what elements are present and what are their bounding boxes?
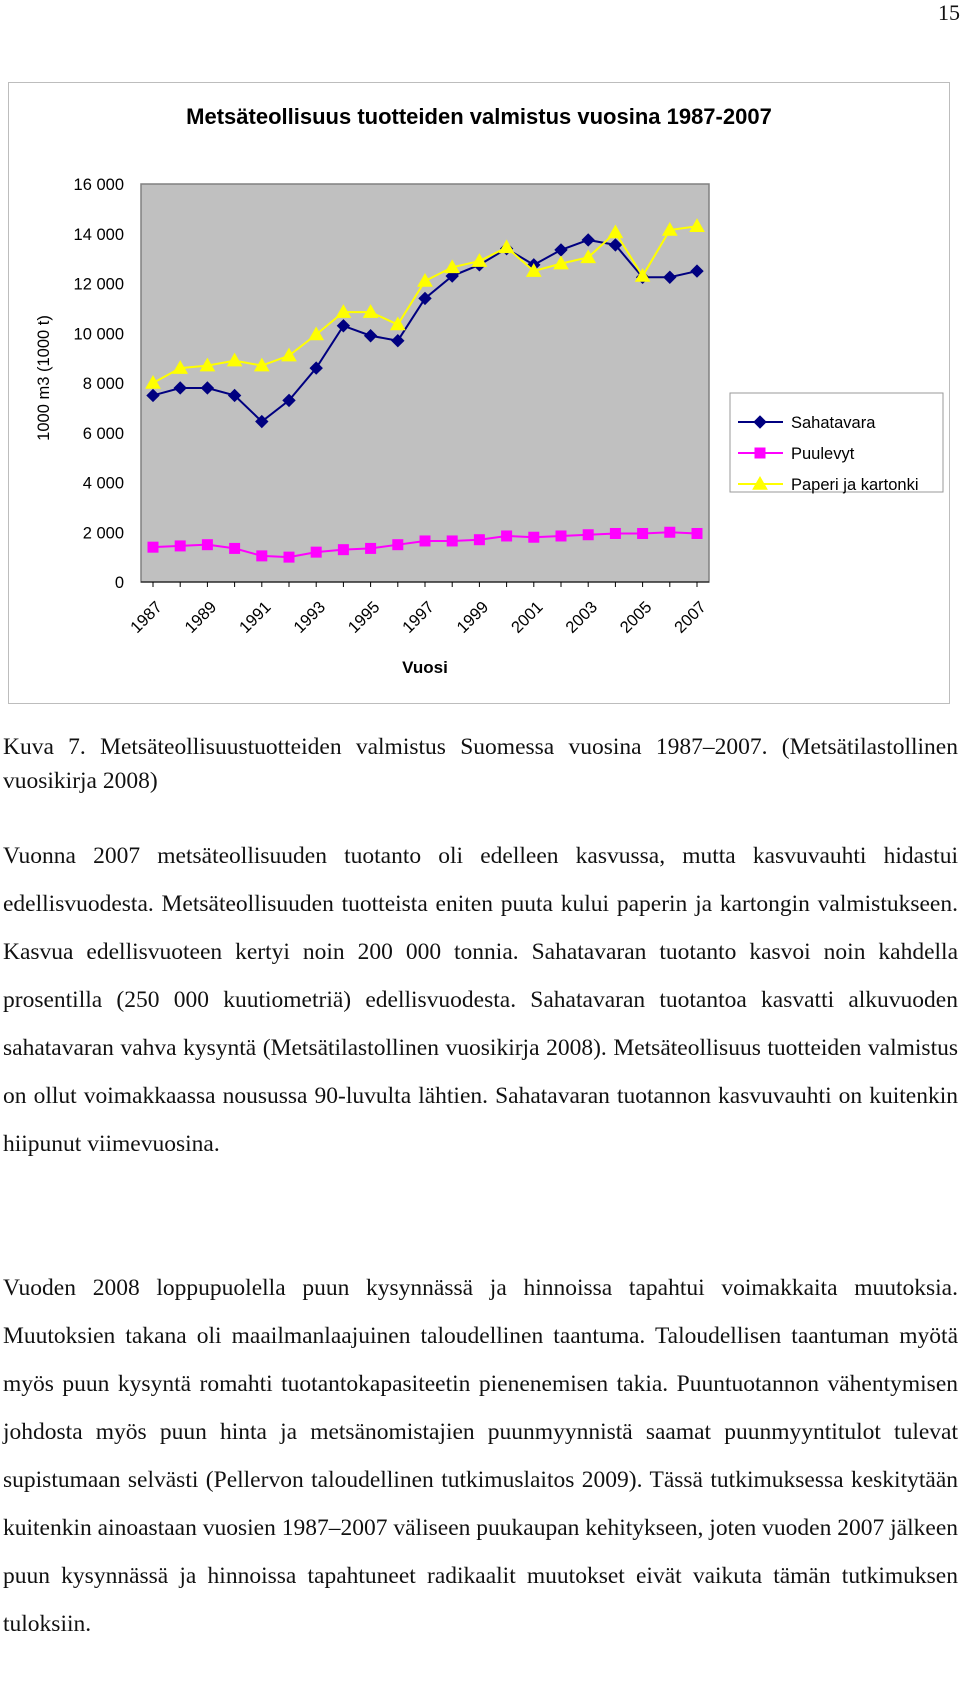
data-point-puulevyt: [420, 536, 430, 546]
data-point-puulevyt: [175, 541, 185, 551]
data-point-puulevyt: [230, 543, 240, 553]
y-tick-label: 14 000: [73, 225, 124, 244]
x-tick-label: 1993: [290, 598, 330, 637]
x-tick-label: 1995: [344, 598, 384, 637]
legend-label-sahatavara: Sahatavara: [791, 414, 876, 432]
data-point-puulevyt: [556, 531, 566, 541]
body-paragraph-2: Vuoden 2008 loppupuolella puun kysynnässä ja hinnoissa tapahtui voimakkaita muutoksia. Muutoksien takana oli maailmanlaajuinen taloudellinen taantuma. Taloudellisen taantuman myötä myös puun kysyntä romahti tuotantokapasiteetin pienenemisen takia. Puuntuotannon vähentymisen johdosta myös puun hinta ja metsänomistajien puunmyynnistä saamat puunmyyntitulot tulevat supistumaan selvästi (Pellervon taloudellinen tutkimuslaitos 2009). Tässä tutkimuksessa keskitytään kuitenkin ainoastaan vuosien 1987–2007 väliseen puukaupan kehitykseen, joten vuoden 2007 jälkeen puun kysynnässä ja hinnoissa tapahtuneet radikaalit muutokset eivät vaikuta tämän tutkimuksen tuloksiin.: [3, 1275, 958, 1637]
figure-caption: Kuva 7. Metsäteollisuustuotteiden valmistus Suomessa vuosina 1987–2007. (Metsätilastollinen vuosikirja 2008): [3, 734, 958, 794]
data-point-puulevyt: [447, 536, 457, 546]
data-point-puulevyt: [202, 540, 212, 550]
data-point-puulevyt: [583, 530, 593, 540]
y-axis-title: 1000 m3 (1000 t): [35, 315, 53, 441]
x-tick-label: 2001: [507, 598, 547, 637]
x-tick-label: 2003: [562, 598, 602, 637]
line-chart: [9, 83, 949, 703]
chart-frame: [8, 82, 950, 704]
data-point-puulevyt: [311, 547, 321, 557]
x-tick-label: 1991: [235, 598, 275, 637]
legend-marker-puulevyt: [755, 448, 765, 458]
y-tick-label: 10 000: [73, 325, 124, 344]
data-point-puulevyt: [284, 552, 294, 562]
x-tick-label: 2007: [671, 598, 710, 637]
x-axis-title: Vuosi: [402, 658, 448, 677]
data-point-puulevyt: [665, 527, 675, 537]
x-tick-label: 1987: [127, 598, 166, 637]
y-tick-label: 12 000: [73, 275, 124, 294]
body-paragraph-1: Vuonna 2007 metsäteollisuuden tuotanto oli edelleen kasvussa, mutta kasvuvauhti hidastui edellisvuodesta. Metsäteollisuuden tuotteista eniten puuta kului paperin ja kartongin valmistukseen. Kasvua edellisvuoteen kertyi noin 200 000 tonnia. Sahatavaran tuotanto kasvoi noin kahdella prosentilla (250 000 kuutiometriä) edellisvuodesta. Sahatavaran tuotantoa kasvatti alkuvuoden sahatavaran vahva kysyntä (Metsätilastollinen vuosikirja 2008). Metsäteollisuus tuotteiden valmistus on ollut voimakkaassa nousussa 90-luvulta lähtien. Sahatavaran tuotannon kasvuvauhti on kuitenkin hiipunut viimevuosina.: [3, 843, 958, 1157]
data-point-puulevyt: [638, 528, 648, 538]
x-tick-label: 1997: [399, 598, 438, 637]
x-tick-label: 2005: [616, 598, 656, 637]
chart-title: Metsäteollisuus tuotteiden valmistus vuosina 1987-2007: [186, 104, 772, 129]
data-point-puulevyt: [338, 545, 348, 555]
data-point-puulevyt: [610, 528, 620, 538]
x-tick-label: 1999: [453, 598, 493, 637]
legend-label-puulevyt: Puulevyt: [791, 445, 855, 463]
data-point-puulevyt: [502, 531, 512, 541]
y-tick-label: 4 000: [82, 474, 124, 493]
data-point-puulevyt: [366, 543, 376, 553]
plot-area: [141, 184, 709, 582]
page-number: 15: [938, 0, 960, 25]
y-tick-label: 0: [114, 574, 124, 592]
y-tick-label: 16 000: [73, 176, 124, 194]
x-tick-label: 1989: [181, 598, 221, 637]
data-point-puulevyt: [692, 528, 702, 538]
y-tick-label: 2 000: [82, 524, 124, 543]
legend-label-paperi-ja-kartonki: Paperi ja kartonki: [791, 476, 919, 494]
data-point-puulevyt: [148, 542, 158, 552]
data-point-puulevyt: [393, 540, 403, 550]
data-point-puulevyt: [257, 551, 267, 561]
data-point-puulevyt: [529, 532, 539, 542]
data-point-puulevyt: [474, 535, 484, 545]
y-tick-label: 6 000: [82, 424, 124, 443]
y-tick-label: 8 000: [82, 375, 124, 393]
